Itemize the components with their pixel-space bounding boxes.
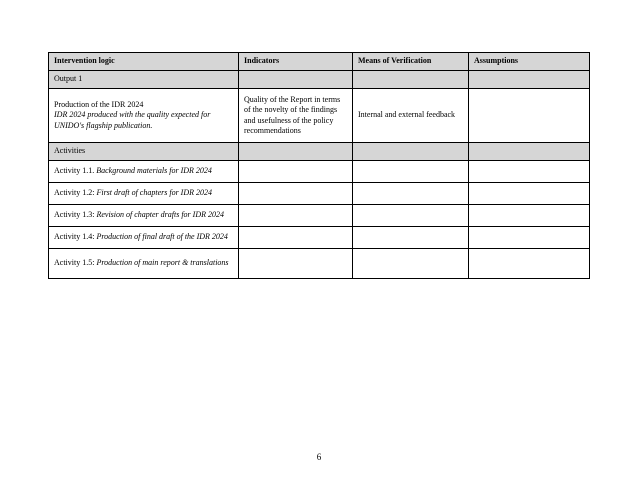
activity-1-4-empty-cell [239,227,353,249]
activity-row-1-3 [49,205,590,227]
activity-1-2-cell [49,183,239,205]
output-verification-cell: Internal and external feedback [353,89,469,143]
activity-1-1-empty-cell [353,161,469,183]
activity-1-2-empty-cell [469,183,590,205]
activity-1-2-title: First draft of chapters for IDR 2024 [96,188,213,198]
activity-1-2-prefix: Activity 1.2: [54,188,95,198]
activity-1-2-empty-cell [353,183,469,205]
activities-section-empty-cell [239,143,353,161]
activity-1-2-empty-cell [239,183,353,205]
activity-1-4-title: Production of final draft of the IDR 2024 [96,232,228,242]
output-indicator-cell: Quality of the Report in terms of the novelty of the findings and usefulness of the policy recommendations [239,89,353,143]
activity-1-5-cell [49,249,239,279]
activity-row-1-4 [49,227,590,249]
activity-1-1-empty-cell [239,161,353,183]
output-data-row [49,89,590,143]
activity-1-4-empty-cell [469,227,590,249]
activity-row-1-5 [49,249,590,279]
activity-1-5-title: Production of main report & translations [96,258,229,268]
activity-1-4-cell [49,227,239,249]
page-number: 6 [316,452,322,462]
activity-1-5-prefix: Activity 1.5: [54,258,95,268]
activity-row-1-1 [49,161,590,183]
activity-1-3-empty-cell [353,205,469,227]
activity-1-5-empty-cell [353,249,469,279]
output-intervention-detail: IDR 2024 produced with the quality expected for UNIDO's flagship publication. [54,110,211,130]
activity-1-3-empty-cell [239,205,353,227]
output-intervention-cell [49,89,239,143]
activity-1-4-prefix: Activity 1.4: [54,232,95,242]
activity-1-3-title: Revision of chapter drafts for IDR 2024 [96,210,224,220]
header-means-of-verification: Means of Verification [353,53,469,71]
header-assumptions: Assumptions [469,53,590,71]
output-section-empty-cell [239,71,353,89]
activities-section-label: Activities [49,143,239,161]
output-section-empty-cell [353,71,469,89]
activity-1-1-title: Background materials for IDR 2024 [96,166,212,176]
activity-1-1-prefix: Activity 1.1. [54,166,95,176]
logframe-table [48,52,590,279]
output-section-row [49,71,590,89]
activity-row-1-2 [49,183,590,205]
output-section-empty-cell [469,71,590,89]
activities-section-empty-cell [469,143,590,161]
activities-section-empty-cell [353,143,469,161]
header-indicators: Indicators [239,53,353,71]
activity-1-4-empty-cell [353,227,469,249]
activities-section-row [49,143,590,161]
activity-1-3-empty-cell [469,205,590,227]
activity-1-3-prefix: Activity 1.3: [54,210,95,220]
header-intervention-logic: Intervention logic [49,53,239,71]
table-header-row [49,53,590,71]
output-assumptions-cell [469,89,590,143]
activity-1-5-empty-cell [469,249,590,279]
activity-1-3-cell [49,205,239,227]
output-section-label: Output 1 [49,71,239,89]
activity-1-1-cell [49,161,239,183]
output-intervention-title: Production of the IDR 2024 [54,99,144,109]
activity-1-1-empty-cell [469,161,590,183]
activity-1-5-empty-cell [239,249,353,279]
